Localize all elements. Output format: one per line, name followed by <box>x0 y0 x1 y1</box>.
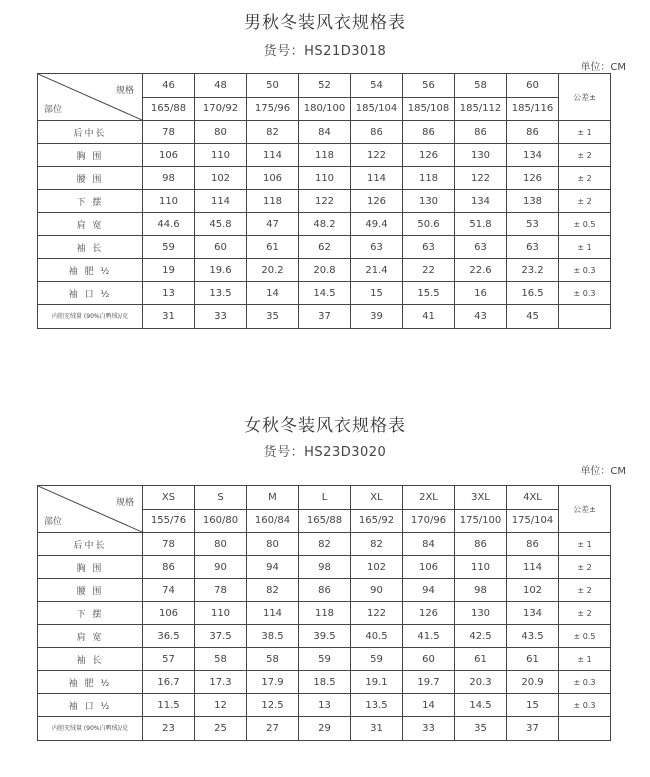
size-header-cell: 50 <box>247 74 299 98</box>
tolerance-cell: ± 1 <box>559 121 611 144</box>
value-cell: 138 <box>507 190 559 213</box>
value-cell: 118 <box>299 144 351 167</box>
tolerance-cell <box>559 717 611 741</box>
value-cell: 17.3 <box>195 671 247 694</box>
value-cell: 53 <box>507 213 559 236</box>
size-header-cell: S <box>195 486 247 510</box>
value-cell: 106 <box>403 556 455 579</box>
value-cell: 110 <box>195 144 247 167</box>
value-cell: 63 <box>455 236 507 259</box>
value-cell: 33 <box>195 305 247 329</box>
table-row <box>38 305 611 329</box>
value-cell: 31 <box>351 717 403 741</box>
value-cell: 61 <box>507 648 559 671</box>
value-cell: 20.3 <box>455 671 507 694</box>
value-cell: 86 <box>507 533 559 556</box>
tolerance-cell: ± 0.5 <box>559 213 611 236</box>
header-spec-label: 规格 <box>115 86 134 96</box>
men-table-title: 男秋冬装风衣规格表 <box>244 13 406 33</box>
table-row <box>38 167 611 190</box>
value-cell: 110 <box>195 602 247 625</box>
value-cell: 90 <box>195 556 247 579</box>
value-cell: 20.8 <box>299 259 351 282</box>
row-label-cell: 内胆充绒量 (90%白鸭绒)/克 <box>38 305 143 329</box>
value-cell: 19.7 <box>403 671 455 694</box>
value-cell: 58 <box>195 648 247 671</box>
tolerance-cell: ± 0.3 <box>559 282 611 305</box>
value-cell: 122 <box>299 190 351 213</box>
row-label-cell: 肩 宽 <box>38 625 143 648</box>
value-cell: 39.5 <box>299 625 351 648</box>
value-cell: 14 <box>403 694 455 717</box>
tolerance-cell <box>559 305 611 329</box>
value-cell: 78 <box>143 121 195 144</box>
row-label-cell: 袖 口 ½ <box>38 694 143 717</box>
tolerance-cell: ± 2 <box>559 602 611 625</box>
value-cell: 49.4 <box>351 213 403 236</box>
value-cell: 20.9 <box>507 671 559 694</box>
value-cell: 17.9 <box>247 671 299 694</box>
value-cell: 80 <box>195 121 247 144</box>
height-header-cell: 185/104 <box>351 97 403 121</box>
value-cell: 20.2 <box>247 259 299 282</box>
value-cell: 45.8 <box>195 213 247 236</box>
row-label-cell: 下 摆 <box>38 602 143 625</box>
tolerance-cell: ± 2 <box>559 144 611 167</box>
value-cell: 110 <box>455 556 507 579</box>
value-cell: 42.5 <box>455 625 507 648</box>
value-cell: 90 <box>351 579 403 602</box>
height-header-cell: 160/80 <box>195 509 247 533</box>
tolerance-cell: ± 1 <box>559 533 611 556</box>
value-cell: 126 <box>507 167 559 190</box>
table-row <box>38 121 611 144</box>
value-cell: 59 <box>351 648 403 671</box>
value-cell: 43 <box>455 305 507 329</box>
value-cell: 86 <box>455 533 507 556</box>
row-label-cell: 袖 长 <box>38 236 143 259</box>
women-spec-table <box>37 485 611 741</box>
value-cell: 14 <box>247 282 299 305</box>
size-header-cell: L <box>299 486 351 510</box>
value-cell: 118 <box>299 602 351 625</box>
size-header-cell: 4XL <box>507 486 559 510</box>
value-cell: 86 <box>507 121 559 144</box>
tolerance-header-cell: 公差± <box>559 74 611 121</box>
size-header-cell: XS <box>143 486 195 510</box>
value-cell: 94 <box>247 556 299 579</box>
value-cell: 110 <box>143 190 195 213</box>
value-cell: 80 <box>247 533 299 556</box>
size-header-cell: XL <box>351 486 403 510</box>
value-cell: 14.5 <box>299 282 351 305</box>
value-cell: 37.5 <box>195 625 247 648</box>
table-row <box>38 579 611 602</box>
value-cell: 114 <box>247 144 299 167</box>
value-cell: 61 <box>247 236 299 259</box>
header-spec-label: 规格 <box>115 498 134 508</box>
men-unit-label: 单位：CM <box>580 62 626 73</box>
value-cell: 35 <box>247 305 299 329</box>
value-cell: 36.5 <box>143 625 195 648</box>
tolerance-cell: ± 2 <box>559 167 611 190</box>
value-cell: 16 <box>455 282 507 305</box>
size-header-cell: 58 <box>455 74 507 98</box>
header-part-label: 部位 <box>44 517 63 527</box>
row-label-cell: 袖 肥 ½ <box>38 259 143 282</box>
tolerance-cell: ± 0.3 <box>559 671 611 694</box>
value-cell: 126 <box>351 190 403 213</box>
value-cell: 134 <box>507 602 559 625</box>
row-label-cell: 袖 长 <box>38 648 143 671</box>
value-cell: 130 <box>403 190 455 213</box>
value-cell: 19 <box>143 259 195 282</box>
height-header-cell: 185/112 <box>455 97 507 121</box>
row-label-cell: 胸 围 <box>38 556 143 579</box>
row-label-cell: 胸 围 <box>38 144 143 167</box>
header-corner-cell <box>38 486 143 533</box>
size-header-cell: 46 <box>143 74 195 98</box>
height-header-cell: 165/92 <box>351 509 403 533</box>
value-cell: 84 <box>299 121 351 144</box>
value-cell: 82 <box>247 579 299 602</box>
table-row <box>38 694 611 717</box>
value-cell: 38.5 <box>247 625 299 648</box>
value-cell: 134 <box>507 144 559 167</box>
value-cell: 41 <box>403 305 455 329</box>
size-header-cell: 48 <box>195 74 247 98</box>
tolerance-cell: ± 0.3 <box>559 259 611 282</box>
value-cell: 22.6 <box>455 259 507 282</box>
table-row <box>38 236 611 259</box>
value-cell: 84 <box>403 533 455 556</box>
table-row <box>38 213 611 236</box>
value-cell: 29 <box>299 717 351 741</box>
row-label-cell: 腰 围 <box>38 167 143 190</box>
value-cell: 60 <box>195 236 247 259</box>
row-label-cell: 下 摆 <box>38 190 143 213</box>
value-cell: 114 <box>507 556 559 579</box>
value-cell: 63 <box>351 236 403 259</box>
value-cell: 13.5 <box>195 282 247 305</box>
value-cell: 39 <box>351 305 403 329</box>
size-header-cell: M <box>247 486 299 510</box>
value-cell: 106 <box>143 144 195 167</box>
value-cell: 37 <box>507 717 559 741</box>
row-label-cell: 袖 口 ½ <box>38 282 143 305</box>
value-cell: 37 <box>299 305 351 329</box>
value-cell: 86 <box>351 121 403 144</box>
table-row <box>38 282 611 305</box>
value-cell: 13 <box>143 282 195 305</box>
value-cell: 18.5 <box>299 671 351 694</box>
value-cell: 31 <box>143 305 195 329</box>
value-cell: 102 <box>351 556 403 579</box>
size-header-cell: 54 <box>351 74 403 98</box>
value-cell: 15 <box>507 694 559 717</box>
value-cell: 16.7 <box>143 671 195 694</box>
value-cell: 74 <box>143 579 195 602</box>
value-cell: 102 <box>507 579 559 602</box>
value-cell: 12 <box>195 694 247 717</box>
value-cell: 11.5 <box>143 694 195 717</box>
value-cell: 15 <box>351 282 403 305</box>
height-header-cell: 185/116 <box>507 97 559 121</box>
value-cell: 19.1 <box>351 671 403 694</box>
value-cell: 63 <box>507 236 559 259</box>
value-cell: 45 <box>507 305 559 329</box>
table-row <box>38 625 611 648</box>
height-header-cell: 175/100 <box>455 509 507 533</box>
table-row <box>38 144 611 167</box>
value-cell: 102 <box>195 167 247 190</box>
value-cell: 134 <box>455 190 507 213</box>
size-header-cell: 52 <box>299 74 351 98</box>
value-cell: 82 <box>247 121 299 144</box>
value-cell: 126 <box>403 602 455 625</box>
value-cell: 118 <box>247 190 299 213</box>
value-cell: 86 <box>143 556 195 579</box>
value-cell: 22 <box>403 259 455 282</box>
value-cell: 13 <box>299 694 351 717</box>
value-cell: 61 <box>455 648 507 671</box>
value-cell: 47 <box>247 213 299 236</box>
height-header-cell: 170/92 <box>195 97 247 121</box>
row-label-cell: 内胆充绒量 (90%白鸭绒)/克 <box>38 717 143 741</box>
value-cell: 59 <box>299 648 351 671</box>
value-cell: 43.5 <box>507 625 559 648</box>
value-cell: 114 <box>195 190 247 213</box>
value-cell: 57 <box>143 648 195 671</box>
value-cell: 122 <box>351 602 403 625</box>
value-cell: 44.6 <box>143 213 195 236</box>
value-cell: 106 <box>143 602 195 625</box>
height-header-cell: 160/84 <box>247 509 299 533</box>
height-header-cell: 170/96 <box>403 509 455 533</box>
table-row <box>38 717 611 741</box>
value-cell: 110 <box>299 167 351 190</box>
header-corner-cell <box>38 74 143 121</box>
height-header-cell: 165/88 <box>143 97 195 121</box>
value-cell: 122 <box>455 167 507 190</box>
table-row <box>38 556 611 579</box>
value-cell: 27 <box>247 717 299 741</box>
value-cell: 59 <box>143 236 195 259</box>
value-cell: 58 <box>247 648 299 671</box>
value-cell: 25 <box>195 717 247 741</box>
value-cell: 98 <box>299 556 351 579</box>
value-cell: 114 <box>351 167 403 190</box>
value-cell: 82 <box>351 533 403 556</box>
value-cell: 15.5 <box>403 282 455 305</box>
women-table-title: 女秋冬装风衣规格表 <box>244 416 406 436</box>
value-cell: 21.4 <box>351 259 403 282</box>
value-cell: 14.5 <box>455 694 507 717</box>
tolerance-cell: ± 2 <box>559 556 611 579</box>
value-cell: 50.6 <box>403 213 455 236</box>
value-cell: 98 <box>143 167 195 190</box>
table-row <box>38 533 611 556</box>
row-label-cell: 袖 肥 ½ <box>38 671 143 694</box>
value-cell: 118 <box>403 167 455 190</box>
value-cell: 41.5 <box>403 625 455 648</box>
value-cell: 86 <box>455 121 507 144</box>
value-cell: 23.2 <box>507 259 559 282</box>
value-cell: 80 <box>195 533 247 556</box>
table-row <box>38 602 611 625</box>
value-cell: 63 <box>403 236 455 259</box>
table-row <box>38 259 611 282</box>
value-cell: 130 <box>455 144 507 167</box>
header-part-label: 部位 <box>44 105 63 115</box>
value-cell: 94 <box>403 579 455 602</box>
size-header-cell: 56 <box>403 74 455 98</box>
table-row <box>38 671 611 694</box>
value-cell: 78 <box>195 579 247 602</box>
table-row <box>38 648 611 671</box>
height-header-cell: 175/96 <box>247 97 299 121</box>
value-cell: 130 <box>455 602 507 625</box>
value-cell: 106 <box>247 167 299 190</box>
value-cell: 48.2 <box>299 213 351 236</box>
value-cell: 98 <box>455 579 507 602</box>
value-cell: 12.5 <box>247 694 299 717</box>
row-label-cell: 腰 围 <box>38 579 143 602</box>
size-header-cell: 3XL <box>455 486 507 510</box>
value-cell: 114 <box>247 602 299 625</box>
value-cell: 62 <box>299 236 351 259</box>
women-product-code: 货号：HS23D3020 <box>263 445 387 460</box>
height-header-cell: 175/104 <box>507 509 559 533</box>
value-cell: 23 <box>143 717 195 741</box>
value-cell: 40.5 <box>351 625 403 648</box>
row-label-cell: 后中长 <box>38 121 143 144</box>
value-cell: 60 <box>403 648 455 671</box>
height-header-cell: 180/100 <box>299 97 351 121</box>
row-label-cell: 后中长 <box>38 533 143 556</box>
header-row-sizes <box>38 486 611 510</box>
value-cell: 86 <box>299 579 351 602</box>
value-cell: 16.5 <box>507 282 559 305</box>
value-cell: 122 <box>351 144 403 167</box>
tolerance-cell: ± 0.5 <box>559 625 611 648</box>
size-header-cell: 60 <box>507 74 559 98</box>
value-cell: 126 <box>403 144 455 167</box>
value-cell: 19.6 <box>195 259 247 282</box>
value-cell: 33 <box>403 717 455 741</box>
height-header-cell: 165/88 <box>299 509 351 533</box>
tolerance-cell: ± 1 <box>559 648 611 671</box>
women-unit-label: 单位：CM <box>580 466 626 477</box>
tolerance-cell: ± 0.3 <box>559 694 611 717</box>
height-header-cell: 185/108 <box>403 97 455 121</box>
value-cell: 86 <box>403 121 455 144</box>
value-cell: 51.8 <box>455 213 507 236</box>
value-cell: 78 <box>143 533 195 556</box>
header-row-sizes <box>38 74 611 98</box>
tolerance-cell: ± 1 <box>559 236 611 259</box>
tolerance-cell: ± 2 <box>559 579 611 602</box>
men-spec-table <box>37 73 611 329</box>
row-label-cell: 肩 宽 <box>38 213 143 236</box>
men-product-code: 货号：HS21D3018 <box>263 44 387 59</box>
value-cell: 35 <box>455 717 507 741</box>
value-cell: 82 <box>299 533 351 556</box>
table-row <box>38 190 611 213</box>
height-header-cell: 155/76 <box>143 509 195 533</box>
size-header-cell: 2XL <box>403 486 455 510</box>
value-cell: 13.5 <box>351 694 403 717</box>
tolerance-cell: ± 2 <box>559 190 611 213</box>
tolerance-header-cell: 公差± <box>559 486 611 533</box>
